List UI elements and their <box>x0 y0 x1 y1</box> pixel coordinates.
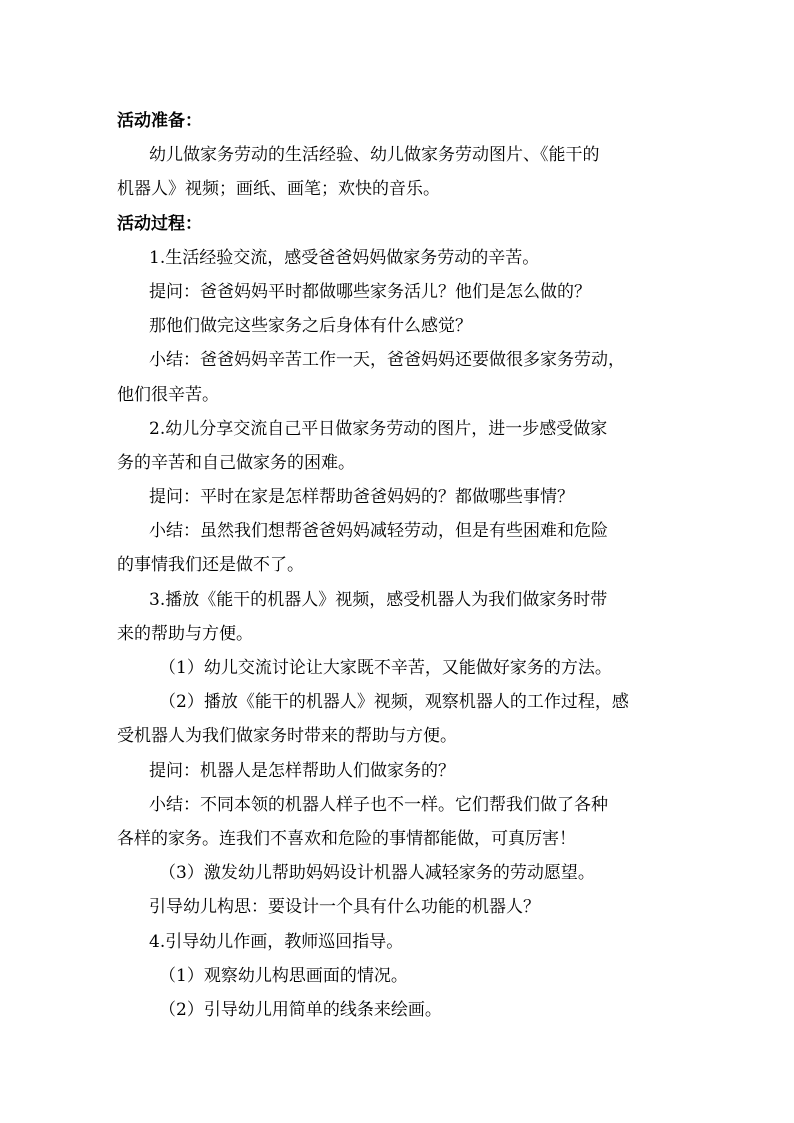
paragraph-line: 务的辛苦和自己做家务的困难。 <box>117 452 355 473</box>
paragraph-line: （1）幼儿交流讨论让大家既不辛苦，又能做好家务的方法。 <box>159 658 612 678</box>
section-heading: 活动准备： <box>117 111 202 131</box>
paragraph-line: （2）播放《能干的机器人》视频，观察机器人的工作过程，感 <box>159 692 629 713</box>
paragraph-line: 提问：平时在家是怎样帮助爸爸妈妈的？都做哪些事情？ <box>149 487 574 508</box>
paragraph-line: 4.引导幼儿作画，教师巡回指导。 <box>149 931 404 952</box>
paragraph-line: 机器人》视频；画纸、画笔；欢快的音乐。 <box>117 179 440 200</box>
paragraph-line: 1.生活经验交流，感受爸爸妈妈做家务劳动的辛苦。 <box>149 247 540 268</box>
paragraph-line: 提问：爸爸妈妈平时都做哪些家务活儿？他们是怎么做的？ <box>149 281 591 302</box>
paragraph-line: （2）引导幼儿用简单的线条来绘画。 <box>159 999 442 1020</box>
paragraph-line: 提问：机器人是怎样帮助人们做家务的？ <box>149 760 455 781</box>
paragraph-line: （3）激发幼儿帮助妈妈设计机器人减轻家务的劳动愿望。 <box>159 863 595 884</box>
paragraph-line: 小结：不同本领的机器人样子也不一样。它们帮我们做了各种 <box>149 794 608 815</box>
paragraph-line: 小结：爸爸妈妈辛苦工作一天，爸爸妈妈还要做很多家务劳动， <box>149 350 625 371</box>
paragraph-line: （1）观察幼儿构思画面的情况。 <box>159 965 408 986</box>
paragraph-line: 他们很辛苦。 <box>117 384 219 405</box>
paragraph-line: 小结：虽然我们想帮爸爸妈妈减轻劳动，但是有些困难和危险 <box>149 521 608 542</box>
document-body <box>117 104 682 1027</box>
paragraph-line: 来的帮助与方便。 <box>117 623 253 644</box>
paragraph-line: 3.播放《能干的机器人》视频，感受机器人为我们做家务时带 <box>149 589 608 610</box>
section-heading: 活动过程： <box>117 213 202 234</box>
paragraph-line: 的事情我们还是做不了。 <box>117 555 304 576</box>
paragraph-line: 引导幼儿构思：要设计一个具有什么功能的机器人？ <box>149 897 540 918</box>
paragraph-line: 受机器人为我们做家务时带来的帮助与方便。 <box>117 726 457 747</box>
paragraph-line: 那他们做完这些家务之后身体有什么感觉？ <box>149 316 472 337</box>
paragraph-line: 幼儿做家务劳动的生活经验、幼儿做家务劳动图片、《能干的 <box>149 145 600 166</box>
paragraph-line: 各样的家务。连我们不喜欢和危险的事情都能做，可真厉害！ <box>117 828 576 849</box>
paragraph-line: 2.幼儿分享交流自己平日做家务劳动的图片，进一步感受做家 <box>149 418 608 439</box>
